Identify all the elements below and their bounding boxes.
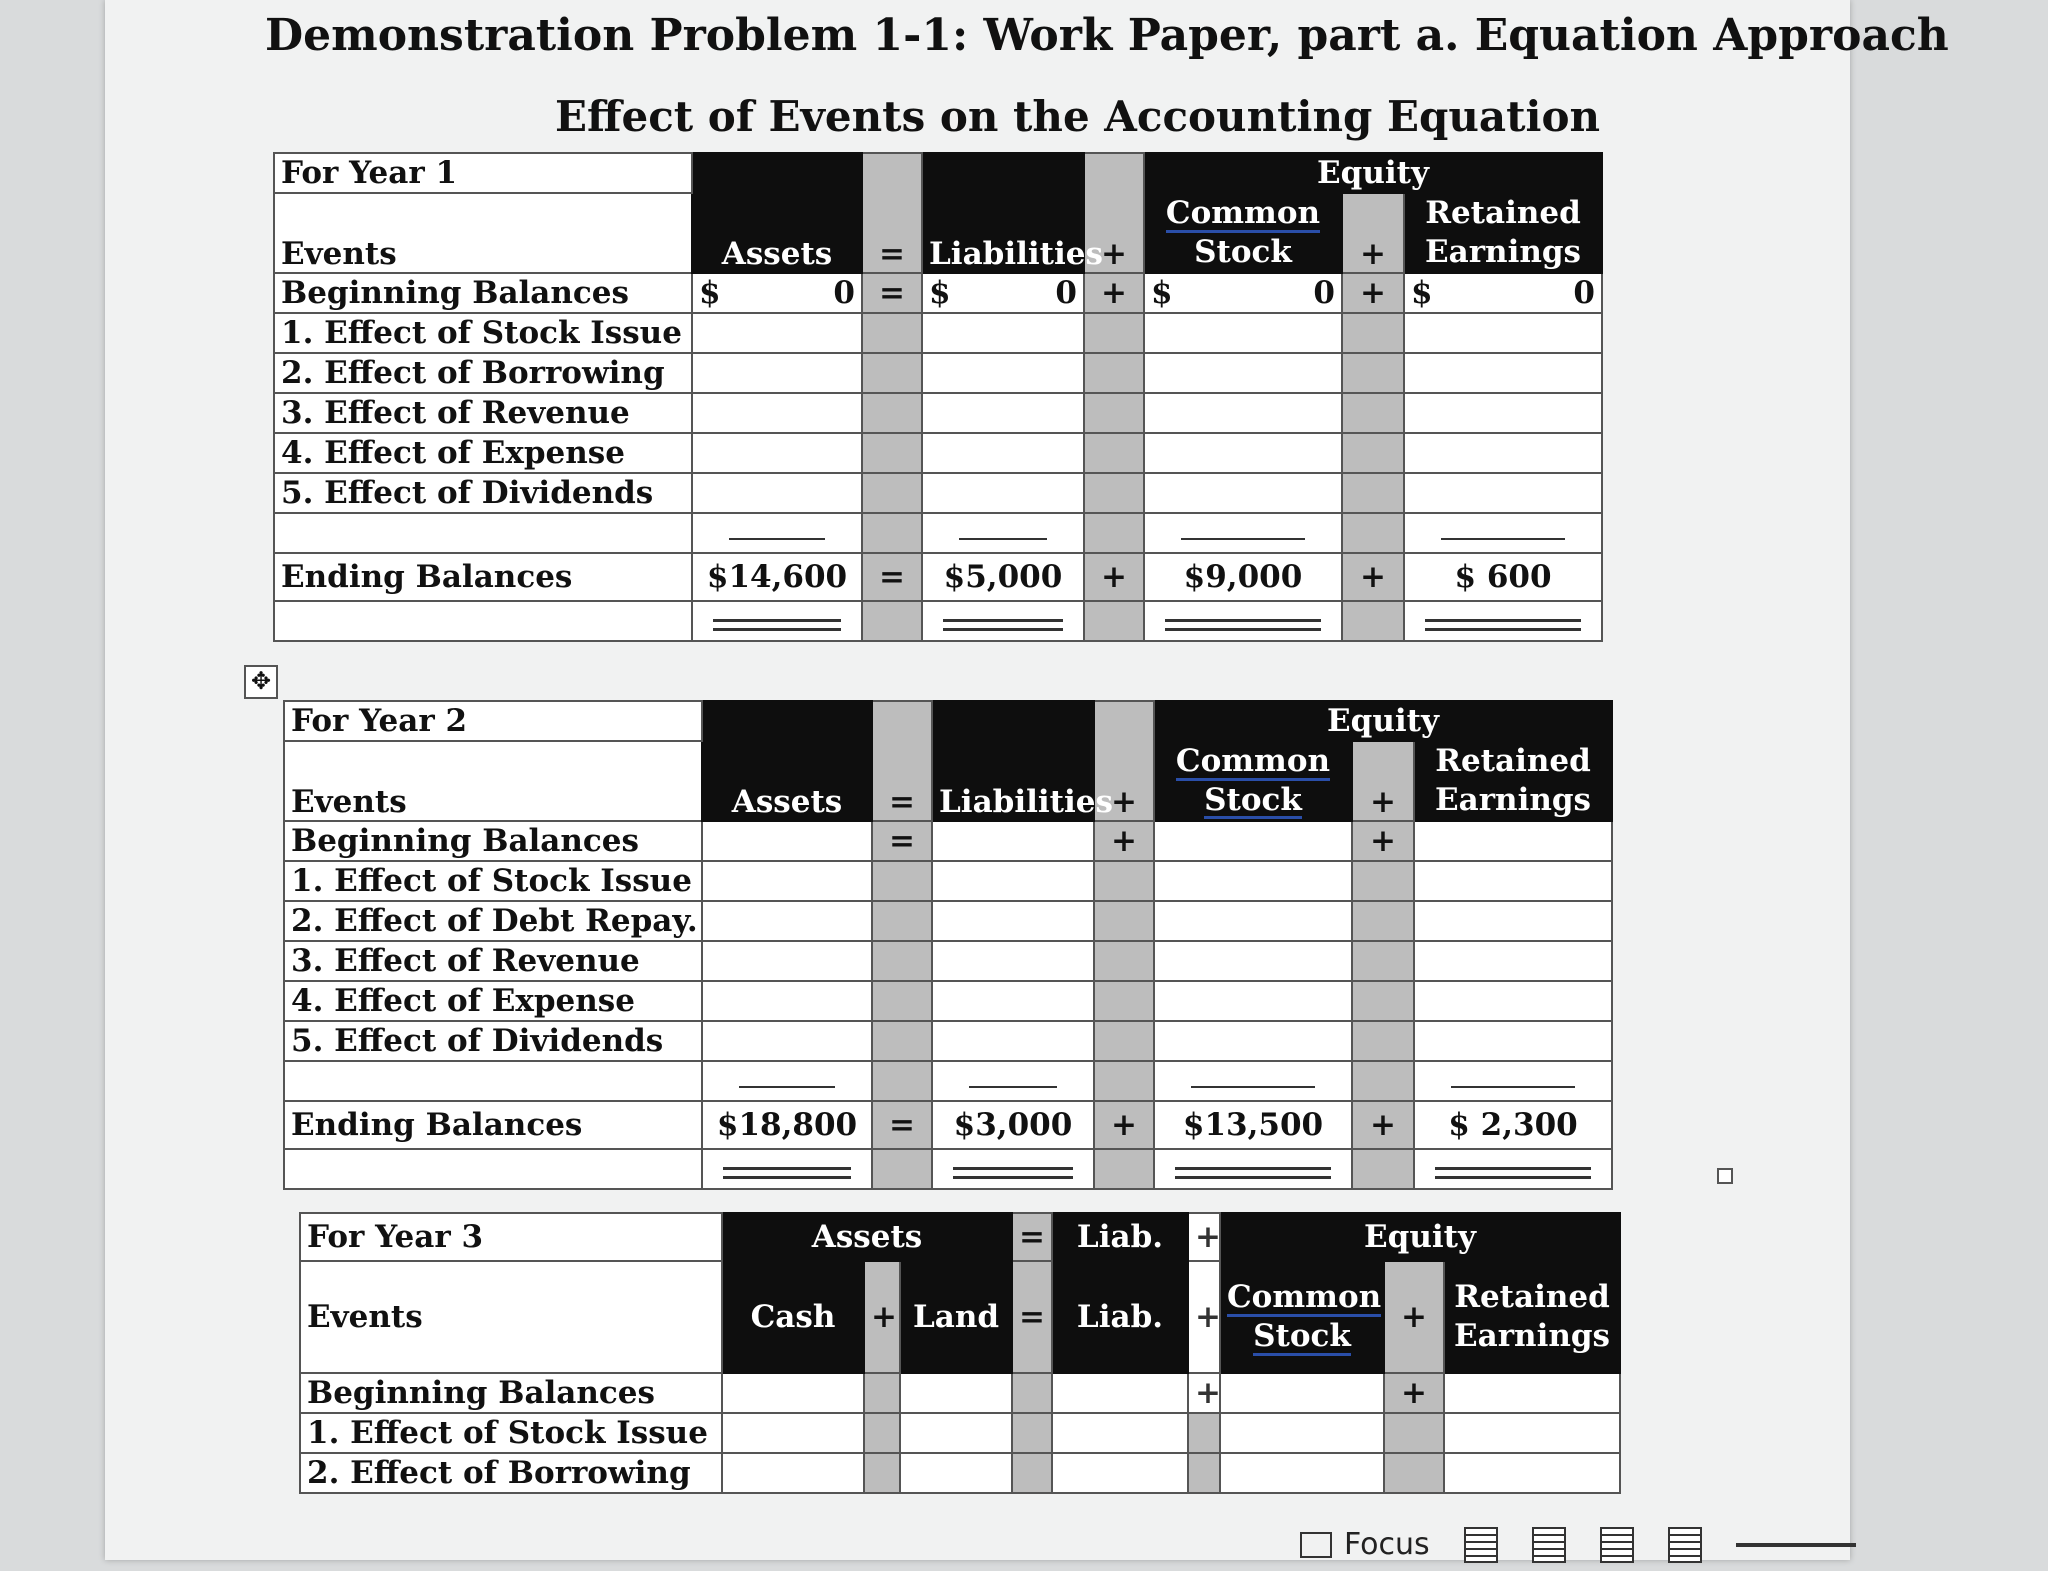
land-cell[interactable] [900,1413,1012,1453]
liab-cell[interactable] [1052,1413,1188,1453]
outline-view-icon[interactable] [1600,1527,1634,1563]
common-stock-cell[interactable] [1220,1413,1384,1453]
liabilities-cell[interactable] [922,393,1084,433]
assets-cell[interactable] [702,1021,872,1061]
plus-op: + [1352,741,1414,821]
row-label: 2. Effect of Debt Repay. [284,901,702,941]
retained-earnings-cell[interactable] [1404,393,1602,433]
assets-cell[interactable] [692,433,862,473]
common-stock-cell[interactable] [1144,393,1342,433]
ending-assets[interactable]: $14,600 [692,553,862,601]
ending-row [284,1101,1612,1149]
retained-earnings-header: Retained Earnings [1444,1261,1620,1373]
assets-header: Assets [692,153,862,273]
row-label: 4. Effect of Expense [274,433,692,473]
assets-cell[interactable] [702,901,872,941]
ending-label: Ending Balances [284,1101,702,1149]
assets-cell[interactable] [692,313,862,353]
row-label: 4. Effect of Expense [284,981,702,1021]
focus-button[interactable] [1300,1527,1430,1562]
plus-op: + [1342,273,1404,313]
ending-retained-earnings[interactable]: $ 2,300 [1414,1101,1612,1149]
retained-earnings-cell[interactable] [1414,941,1612,981]
equals-op: = [872,701,932,821]
page-title: Demonstration Problem 1-1: Work Paper, part a. Equation Approach [265,10,1949,61]
table-row [284,821,1612,861]
subtotal-row [274,513,1602,553]
retained-earnings-cell[interactable] [1444,1373,1620,1413]
plus-op: + [864,1261,900,1373]
retained-earnings-cell[interactable] [1404,433,1602,473]
retained-earnings-header: Retained Earnings [1414,741,1612,821]
events-label: Events [274,193,692,273]
common-stock-header: Common Stock [1220,1261,1384,1373]
row-label: Beginning Balances [274,273,692,313]
row-label: 5. Effect of Dividends [284,1021,702,1061]
table-row [300,1453,1620,1493]
ending-row [274,553,1602,601]
liabilities-cell[interactable] [922,473,1084,513]
cash-header: Cash [722,1261,864,1373]
zoom-slider[interactable] [1736,1543,1856,1547]
plus-op: + [1084,553,1144,601]
assets-cell[interactable] [692,393,862,433]
common-stock-cell[interactable] [1220,1373,1384,1413]
table-row [274,433,1602,473]
liab-cell[interactable] [1052,1453,1188,1493]
assets-cell[interactable] [702,941,872,981]
assets-header: Assets [722,1213,1012,1261]
equals-op: = [862,153,922,273]
liab-cell[interactable] [1052,1373,1188,1413]
table-resize-handle[interactable] [1717,1168,1733,1184]
row-label: Beginning Balances [284,821,702,861]
table-row [274,273,1602,313]
cash-cell[interactable] [722,1413,864,1453]
equals-op: = [872,1101,932,1149]
equals-op: = [1012,1213,1052,1261]
common-stock-header: Common Stock [1154,741,1352,821]
plus-op: + [1342,193,1404,273]
row-label: 2. Effect of Borrowing [274,353,692,393]
plus-op: + [1188,1213,1220,1261]
liabilities-cell[interactable]: $ 0 [922,273,1084,313]
retained-earnings-header: Retained Earnings [1404,193,1602,273]
plus-op: + [1084,273,1144,313]
row-label: 1. Effect of Stock Issue [274,313,692,353]
ending-common-stock[interactable]: $13,500 [1154,1101,1352,1149]
table-move-handle-icon[interactable]: ✥ [244,665,278,699]
table-row [274,313,1602,353]
equals-op: = [1012,1261,1052,1373]
row-label: 3. Effect of Revenue [284,941,702,981]
read-mode-icon[interactable] [1532,1527,1566,1563]
plus-op: + [1352,1101,1414,1149]
events-label: Events [300,1261,722,1373]
table-row [284,901,1612,941]
common-stock-cell[interactable] [1154,901,1352,941]
retained-earnings-cell[interactable] [1414,861,1612,901]
liabilities-cell[interactable] [932,821,1094,861]
retained-earnings-cell[interactable] [1404,353,1602,393]
focus-label: Focus [1344,1527,1430,1562]
row-label: Beginning Balances [300,1373,722,1413]
row-label: 1. Effect of Stock Issue [300,1413,722,1453]
year2-table [283,700,1613,1190]
assets-cell[interactable] [702,821,872,861]
common-stock-cell[interactable] [1154,1021,1352,1061]
assets-cell[interactable] [702,981,872,1021]
table-row [274,473,1602,513]
equity-header: Equity [1154,701,1612,741]
ending-liabilities[interactable]: $3,000 [932,1101,1094,1149]
land-cell[interactable] [900,1373,1012,1413]
common-stock-cell[interactable]: $ 0 [1144,273,1342,313]
liabilities-cell[interactable] [922,433,1084,473]
common-stock-cell[interactable] [1144,313,1342,353]
draft-view-icon[interactable] [1668,1527,1702,1563]
common-stock-cell[interactable] [1144,473,1342,513]
table-row [284,1021,1612,1061]
liabilities-header: Liabilities [932,701,1094,821]
common-stock-cell[interactable] [1154,821,1352,861]
table-row [300,1373,1620,1413]
retained-earnings-cell[interactable] [1404,313,1602,353]
year1-table [273,152,1603,642]
ending-retained-earnings[interactable]: $ 600 [1404,553,1602,601]
liabilities-cell[interactable] [932,981,1094,1021]
print-layout-icon[interactable] [1464,1527,1498,1563]
common-stock-cell[interactable] [1220,1453,1384,1493]
liab-header: Liab. [1052,1213,1188,1261]
row-label: 1. Effect of Stock Issue [284,861,702,901]
common-stock-header: Common Stock [1144,193,1342,273]
liabilities-cell[interactable] [932,861,1094,901]
table-row [284,941,1612,981]
liabilities-cell[interactable] [932,901,1094,941]
assets-cell[interactable] [702,861,872,901]
retained-earnings-cell[interactable] [1414,1021,1612,1061]
liabilities-cell[interactable] [922,313,1084,353]
plus-op: + [1188,1373,1220,1413]
ending-common-stock[interactable]: $9,000 [1144,553,1342,601]
land-cell[interactable] [900,1453,1012,1493]
retained-earnings-cell[interactable] [1444,1413,1620,1453]
common-stock-cell[interactable] [1154,981,1352,1021]
events-label: Events [284,741,702,821]
liab-subheader: Liab. [1052,1261,1188,1373]
land-header: Land [900,1261,1012,1373]
assets-cell[interactable] [692,353,862,393]
assets-cell[interactable]: $ 0 [692,273,862,313]
equals-op: = [872,821,932,861]
cash-cell[interactable] [722,1373,864,1413]
row-label: 5. Effect of Dividends [274,473,692,513]
retained-earnings-cell[interactable] [1414,901,1612,941]
status-bar [1300,1518,2048,1571]
plus-op: + [1342,553,1404,601]
year-header: For Year 2 [284,701,702,741]
assets-cell[interactable] [692,473,862,513]
focus-icon [1300,1532,1332,1558]
plus-op: + [1094,701,1154,821]
equity-header: Equity [1220,1213,1620,1261]
liabilities-cell[interactable] [922,353,1084,393]
year-header: For Year 1 [274,153,692,193]
liabilities-header: Liabilities [922,153,1084,273]
plus-op: + [1384,1261,1444,1373]
ending-liabilities[interactable]: $5,000 [922,553,1084,601]
document-page [105,0,1949,1560]
plus-op: + [1094,1101,1154,1149]
table-row [284,861,1612,901]
cash-cell[interactable] [722,1453,864,1493]
subtotal-row [284,1061,1612,1101]
common-stock-cell[interactable] [1154,861,1352,901]
equals-op: = [862,553,922,601]
plus-op: + [1352,821,1414,861]
page-subtitle: Effect of Events on the Accounting Equation [555,92,1601,141]
plus-op: + [1188,1261,1220,1373]
retained-earnings-cell[interactable] [1404,473,1602,513]
table-row [274,393,1602,433]
table-row [300,1413,1620,1453]
year-header: For Year 3 [300,1213,722,1261]
ending-label: Ending Balances [274,553,692,601]
row-label: 2. Effect of Borrowing [300,1453,722,1493]
common-stock-cell[interactable] [1144,353,1342,393]
plus-op: + [1094,821,1154,861]
table-row [274,353,1602,393]
assets-header: Assets [702,701,872,821]
liabilities-cell[interactable] [932,941,1094,981]
common-stock-cell[interactable] [1144,433,1342,473]
liabilities-cell[interactable] [932,1021,1094,1061]
plus-op: + [1384,1373,1444,1413]
year3-table [299,1212,1621,1494]
retained-earnings-cell[interactable] [1444,1453,1620,1493]
retained-earnings-cell[interactable] [1414,981,1612,1021]
plus-op: + [1084,153,1144,273]
row-label: 3. Effect of Revenue [274,393,692,433]
table-row [284,981,1612,1021]
ending-assets[interactable]: $18,800 [702,1101,872,1149]
equity-header: Equity [1144,153,1602,193]
retained-earnings-cell[interactable]: $ 0 [1404,273,1602,313]
common-stock-cell[interactable] [1154,941,1352,981]
equals-op: = [862,273,922,313]
retained-earnings-cell[interactable] [1414,821,1612,861]
